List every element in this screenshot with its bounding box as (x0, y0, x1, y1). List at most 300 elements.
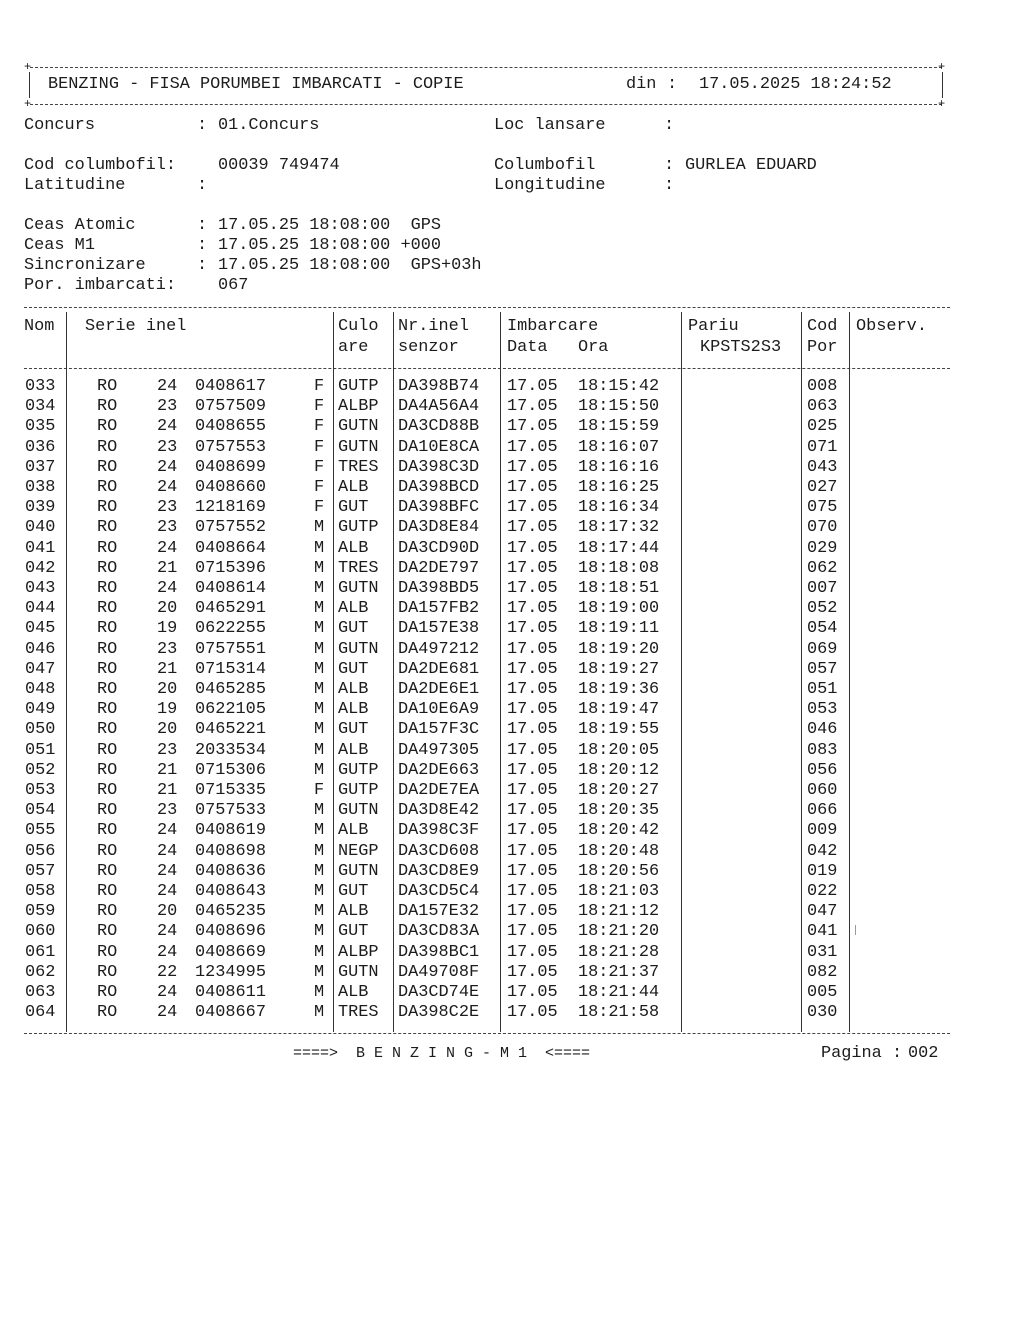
row-time: 18:15:50 (578, 397, 660, 417)
row-ring-number: 0715335 (195, 781, 266, 800)
row-ring-number: 0622255 (195, 619, 266, 639)
row-cod-por: 025 (807, 417, 838, 437)
col-divider (681, 312, 682, 1032)
row-cod-por: 047 (807, 902, 838, 922)
row-nom: 052 (25, 760, 56, 780)
row-nom: 040 (25, 518, 56, 538)
latitudine-label: Latitudine (24, 176, 126, 195)
row-sensor: DA3CD8E9 (398, 861, 480, 881)
row-cod-por: 046 (807, 720, 838, 740)
row-country: RO (97, 397, 118, 417)
row-nom: 041 (25, 538, 56, 558)
row-sex: M (314, 558, 325, 578)
row-sex: M (314, 700, 325, 720)
col-observ-header: Observ. (856, 317, 927, 336)
report-date: 17.05.2025 18:24:52 (699, 75, 892, 94)
row-cod-por: 053 (807, 700, 838, 720)
row-year: 24 (157, 1003, 178, 1023)
row-sensor: DA157E32 (398, 902, 480, 922)
row-time: 18:18:08 (578, 558, 660, 578)
ceas-atomic-label: Ceas Atomic (24, 216, 136, 235)
row-country: RO (97, 579, 118, 598)
footer-banner: ====> B E N Z I N G - M 1 <==== (293, 1045, 591, 1062)
row-time: 18:21:44 (578, 983, 660, 1002)
row-date: 17.05 (507, 498, 558, 518)
row-cod-por: 082 (807, 962, 838, 982)
row-ring-number: 0715314 (195, 659, 266, 679)
row-country: RO (97, 478, 118, 497)
row-time: 18:20:05 (578, 740, 660, 760)
row-color: ALB (338, 902, 369, 922)
colon: : (197, 116, 208, 135)
row-date: 17.05 (507, 518, 558, 538)
row-cod-por: 041 (807, 922, 838, 942)
row-time: 18:19:11 (578, 619, 660, 639)
row-sex: F (314, 437, 325, 457)
row-time: 18:21:58 (578, 1003, 660, 1023)
row-time: 18:17:32 (578, 518, 660, 538)
row-year: 24 (157, 457, 178, 477)
row-year: 23 (157, 397, 178, 417)
row-color: GUTP (338, 781, 379, 800)
row-cod-por: 063 (807, 397, 838, 417)
table-bottom-border (24, 1033, 950, 1034)
row-nom: 060 (25, 922, 56, 942)
row-cod-por: 008 (807, 377, 838, 396)
row-color: GUTN (338, 579, 379, 598)
row-cod-por: 043 (807, 457, 838, 477)
date-colon: : (667, 75, 678, 94)
row-date: 17.05 (507, 377, 558, 396)
concurs-label: Concurs (24, 116, 95, 135)
row-ring-number: 2033534 (195, 740, 266, 760)
row-color: GUT (338, 659, 369, 679)
row-cod-por: 071 (807, 437, 838, 457)
row-country: RO (97, 659, 118, 679)
row-sensor: DA10E6A9 (398, 700, 480, 720)
row-year: 24 (157, 922, 178, 942)
row-country: RO (97, 922, 118, 942)
row-time: 18:20:35 (578, 801, 660, 821)
row-color: NEGP (338, 841, 379, 861)
row-nom: 036 (25, 437, 56, 457)
row-nom: 049 (25, 700, 56, 720)
row-country: RO (97, 700, 118, 720)
row-ring-number: 0408611 (195, 983, 266, 1002)
row-nom: 045 (25, 619, 56, 639)
row-ring-number: 0408614 (195, 579, 266, 598)
row-date: 17.05 (507, 700, 558, 720)
row-nom: 062 (25, 962, 56, 982)
row-sex: M (314, 599, 325, 619)
report-title: BENZING - FISA PORUMBEI IMBARCATI - COPIE (48, 75, 464, 94)
row-year: 24 (157, 942, 178, 962)
row-color: GUT (338, 720, 369, 740)
row-nom: 037 (25, 457, 56, 477)
row-cod-por: 060 (807, 781, 838, 800)
row-date: 17.05 (507, 579, 558, 598)
row-date: 17.05 (507, 821, 558, 841)
row-nom: 050 (25, 720, 56, 740)
row-cod-por: 070 (807, 518, 838, 538)
row-time: 18:15:59 (578, 417, 660, 437)
row-sex: M (314, 801, 325, 821)
row-nom: 055 (25, 821, 56, 841)
columbofil-value: GURLEA EDUARD (685, 156, 817, 175)
row-date: 17.05 (507, 437, 558, 457)
table-top-border (24, 307, 950, 308)
row-country: RO (97, 518, 118, 538)
date-label: din (626, 75, 657, 94)
row-ring-number: 0408636 (195, 861, 266, 881)
row-sensor: DA157F3C (398, 720, 480, 740)
row-cod-por: 031 (807, 942, 838, 962)
header-left-border (29, 72, 30, 98)
row-sex: F (314, 377, 325, 396)
col-divider (66, 312, 67, 1032)
row-sex: F (314, 498, 325, 518)
colon: : (197, 236, 208, 255)
row-date: 17.05 (507, 801, 558, 821)
row-sex: M (314, 518, 325, 538)
row-nom: 053 (25, 781, 56, 800)
page-number: 002 (908, 1044, 939, 1063)
row-sex: M (314, 1003, 325, 1023)
colon: : (197, 256, 208, 275)
row-date: 17.05 (507, 397, 558, 417)
ceas-m1-label: Ceas M1 (24, 236, 95, 255)
row-ring-number: 0622105 (195, 700, 266, 720)
row-date: 17.05 (507, 781, 558, 800)
row-cod-por: 069 (807, 639, 838, 659)
row-sex: M (314, 740, 325, 760)
row-time: 18:17:44 (578, 538, 660, 558)
row-color: GUTP (338, 760, 379, 780)
row-nom: 061 (25, 942, 56, 962)
row-time: 18:18:51 (578, 579, 660, 598)
row-year: 23 (157, 801, 178, 821)
col-divider (500, 312, 501, 1032)
row-year: 23 (157, 740, 178, 760)
row-color: ALB (338, 983, 369, 1002)
row-time: 18:15:42 (578, 377, 660, 396)
cod-columbofil-value: 00039 749474 (218, 156, 340, 175)
row-ring-number: 0757551 (195, 639, 266, 659)
row-year: 24 (157, 821, 178, 841)
row-ring-number: 0715396 (195, 558, 266, 578)
row-sex: M (314, 821, 325, 841)
loc-lansare-label: Loc lansare (494, 116, 606, 135)
row-color: GUT (338, 619, 369, 639)
cod-columbofil-label: Cod columbofil: (24, 156, 177, 175)
row-cod-por: 057 (807, 659, 838, 679)
row-color: ALBP (338, 942, 379, 962)
row-date: 17.05 (507, 478, 558, 497)
row-date: 17.05 (507, 882, 558, 901)
row-sensor: DA2DE663 (398, 760, 480, 780)
row-country: RO (97, 983, 118, 1002)
row-year: 24 (157, 882, 178, 901)
row-country: RO (97, 417, 118, 437)
row-cod-por: 066 (807, 801, 838, 821)
row-color: TRES (338, 1003, 379, 1023)
row-year: 21 (157, 558, 178, 578)
row-year: 20 (157, 599, 178, 619)
col-cod-header-2: Por (807, 338, 838, 357)
row-nom: 033 (25, 377, 56, 396)
row-date: 17.05 (507, 558, 558, 578)
row-sensor: DA3CD5C4 (398, 882, 480, 901)
row-country: RO (97, 1003, 118, 1023)
row-color: GUTN (338, 417, 379, 437)
row-country: RO (97, 377, 118, 396)
sincronizare-label: Sincronizare (24, 256, 146, 275)
row-color: GUT (338, 922, 369, 942)
row-country: RO (97, 457, 118, 477)
row-date: 17.05 (507, 962, 558, 982)
row-country: RO (97, 599, 118, 619)
row-color: GUTP (338, 518, 379, 538)
row-cod-por: 009 (807, 821, 838, 841)
row-color: GUTN (338, 801, 379, 821)
row-date: 17.05 (507, 720, 558, 740)
row-country: RO (97, 962, 118, 982)
row-country: RO (97, 781, 118, 800)
col-nom-header: Nom (24, 317, 55, 336)
row-year: 19 (157, 700, 178, 720)
row-date: 17.05 (507, 861, 558, 881)
corner-mark: + (24, 60, 32, 74)
row-nom: 059 (25, 902, 56, 922)
row-country: RO (97, 861, 118, 881)
row-sensor: DA497212 (398, 639, 480, 659)
row-cod-por: 054 (807, 619, 838, 639)
col-imbarcare-header: Imbarcare (507, 317, 599, 336)
row-cod-por: 056 (807, 760, 838, 780)
row-sensor: DA497305 (398, 740, 480, 760)
row-color: ALB (338, 478, 369, 497)
row-time: 18:19:55 (578, 720, 660, 740)
row-year: 21 (157, 760, 178, 780)
row-color: GUTN (338, 861, 379, 881)
row-year: 22 (157, 962, 178, 982)
header-bottom-border (30, 104, 942, 105)
col-ora-header: Ora (578, 338, 609, 357)
row-cod-por: 083 (807, 740, 838, 760)
row-sex: M (314, 841, 325, 861)
row-sensor: DA398BCD (398, 478, 480, 497)
porumbei-imbarcati-label: Por. imbarcati: (24, 276, 177, 295)
row-color: GUTN (338, 639, 379, 659)
row-cod-por: 030 (807, 1003, 838, 1023)
row-sex: M (314, 720, 325, 740)
row-date: 17.05 (507, 619, 558, 639)
header-top-border (30, 67, 942, 68)
row-ring-number: 0408699 (195, 457, 266, 477)
row-color: GUTP (338, 377, 379, 396)
row-sensor: DA3D8E42 (398, 801, 480, 821)
row-year: 24 (157, 983, 178, 1002)
row-year: 23 (157, 518, 178, 538)
ceas-atomic-value: 17.05.25 18:08:00 GPS (218, 216, 441, 235)
row-time: 18:16:07 (578, 437, 660, 457)
row-sex: M (314, 942, 325, 962)
row-time: 18:19:20 (578, 639, 660, 659)
row-year: 23 (157, 498, 178, 518)
row-color: GUTN (338, 437, 379, 457)
row-cod-por: 051 (807, 680, 838, 699)
row-ring-number: 0757552 (195, 518, 266, 538)
row-nom: 039 (25, 498, 56, 518)
colon: : (197, 216, 208, 235)
row-cod-por: 007 (807, 579, 838, 598)
row-ring-number: 0465235 (195, 902, 266, 922)
row-country: RO (97, 498, 118, 518)
row-sex: M (314, 538, 325, 558)
ceas-m1-value: 17.05.25 18:08:00 +000 (218, 236, 441, 255)
row-time: 18:16:16 (578, 457, 660, 477)
row-date: 17.05 (507, 639, 558, 659)
row-cod-por: 052 (807, 599, 838, 619)
row-country: RO (97, 680, 118, 699)
row-sensor: DA398C3D (398, 457, 480, 477)
row-nom: 057 (25, 861, 56, 881)
row-sensor: DA398B74 (398, 377, 480, 396)
row-ring-number: 0408617 (195, 377, 266, 396)
row-nom: 042 (25, 558, 56, 578)
row-year: 24 (157, 417, 178, 437)
row-time: 18:20:27 (578, 781, 660, 800)
row-time: 18:20:48 (578, 841, 660, 861)
row-nom: 034 (25, 397, 56, 417)
row-sensor: DA398C2E (398, 1003, 480, 1023)
col-data-header: Data (507, 338, 548, 357)
row-time: 18:20:56 (578, 861, 660, 881)
row-nom: 043 (25, 579, 56, 598)
col-culoare-header: Culo (338, 317, 379, 336)
row-nom: 058 (25, 882, 56, 901)
row-country: RO (97, 619, 118, 639)
row-sensor: DA49708F (398, 962, 480, 982)
row-cod-por: 022 (807, 882, 838, 901)
row-cod-por: 005 (807, 983, 838, 1002)
col-divider (801, 312, 802, 1032)
row-sex: M (314, 922, 325, 942)
row-time: 18:16:34 (578, 498, 660, 518)
row-sex: M (314, 680, 325, 699)
row-country: RO (97, 902, 118, 922)
row-year: 19 (157, 619, 178, 639)
header-right-border (942, 72, 943, 98)
col-senzor-header-2: senzor (398, 338, 459, 357)
row-time: 18:19:00 (578, 599, 660, 619)
row-ring-number: 0757509 (195, 397, 266, 417)
row-date: 17.05 (507, 538, 558, 558)
row-sensor: DA157E38 (398, 619, 480, 639)
row-nom: 044 (25, 599, 56, 619)
row-ring-number: 0408664 (195, 538, 266, 558)
row-ring-number: 0715306 (195, 760, 266, 780)
col-divider (333, 312, 334, 1032)
row-nom: 046 (25, 639, 56, 659)
row-nom: 056 (25, 841, 56, 861)
row-year: 24 (157, 478, 178, 497)
porumbei-imbarcati-value: 067 (218, 276, 249, 295)
row-cod-por: 027 (807, 478, 838, 497)
row-color: TRES (338, 558, 379, 578)
col-culoare-header-2: are (338, 338, 369, 357)
row-ring-number: 0408643 (195, 882, 266, 901)
row-color: ALB (338, 740, 369, 760)
row-date: 17.05 (507, 599, 558, 619)
row-ring-number: 0408669 (195, 942, 266, 962)
row-nom: 054 (25, 801, 56, 821)
row-cod-por: 029 (807, 538, 838, 558)
row-sensor: DA3CD90D (398, 538, 480, 558)
row-sex: M (314, 902, 325, 922)
row-year: 21 (157, 781, 178, 800)
row-date: 17.05 (507, 1003, 558, 1023)
row-color: ALB (338, 599, 369, 619)
row-ring-number: 1234995 (195, 962, 266, 982)
row-ring-number: 0757533 (195, 801, 266, 821)
row-sensor: DA398BFC (398, 498, 480, 518)
row-date: 17.05 (507, 841, 558, 861)
row-color: ALB (338, 538, 369, 558)
row-time: 18:21:12 (578, 902, 660, 922)
row-ring-number: 0465291 (195, 599, 266, 619)
col-cod-header: Cod (807, 317, 838, 336)
colon: : (664, 116, 675, 135)
row-ring-number: 0408696 (195, 922, 266, 942)
row-sensor: DA157FB2 (398, 599, 480, 619)
row-color: ALB (338, 700, 369, 720)
row-sex: F (314, 781, 325, 800)
row-time: 18:21:37 (578, 962, 660, 982)
row-sensor: DA4A56A4 (398, 397, 480, 417)
row-country: RO (97, 760, 118, 780)
row-country: RO (97, 942, 118, 962)
row-year: 23 (157, 437, 178, 457)
colon: : (664, 156, 675, 175)
row-sex: F (314, 478, 325, 497)
row-sensor: DA398C3F (398, 821, 480, 841)
row-sex: M (314, 760, 325, 780)
row-ring-number: 0408698 (195, 841, 266, 861)
row-nom: 048 (25, 680, 56, 699)
row-date: 17.05 (507, 942, 558, 962)
header-separator (24, 368, 950, 369)
row-nom: 051 (25, 740, 56, 760)
row-date: 17.05 (507, 983, 558, 1002)
page-label: Pagina : (821, 1044, 903, 1063)
row-color: GUTN (338, 962, 379, 982)
row-country: RO (97, 821, 118, 841)
row-time: 18:20:12 (578, 760, 660, 780)
row-time: 18:21:28 (578, 942, 660, 962)
row-year: 24 (157, 861, 178, 881)
row-nom: 035 (25, 417, 56, 437)
col-pariu-header-2: KPSTS2S3 (700, 338, 782, 357)
row-sex: M (314, 619, 325, 639)
row-date: 17.05 (507, 760, 558, 780)
row-nom: 047 (25, 659, 56, 679)
row-country: RO (97, 740, 118, 760)
row-ring-number: 0408655 (195, 417, 266, 437)
longitudine-label: Longitudine (494, 176, 606, 195)
row-sex: M (314, 983, 325, 1002)
row-sensor: DA3CD83A (398, 922, 480, 942)
